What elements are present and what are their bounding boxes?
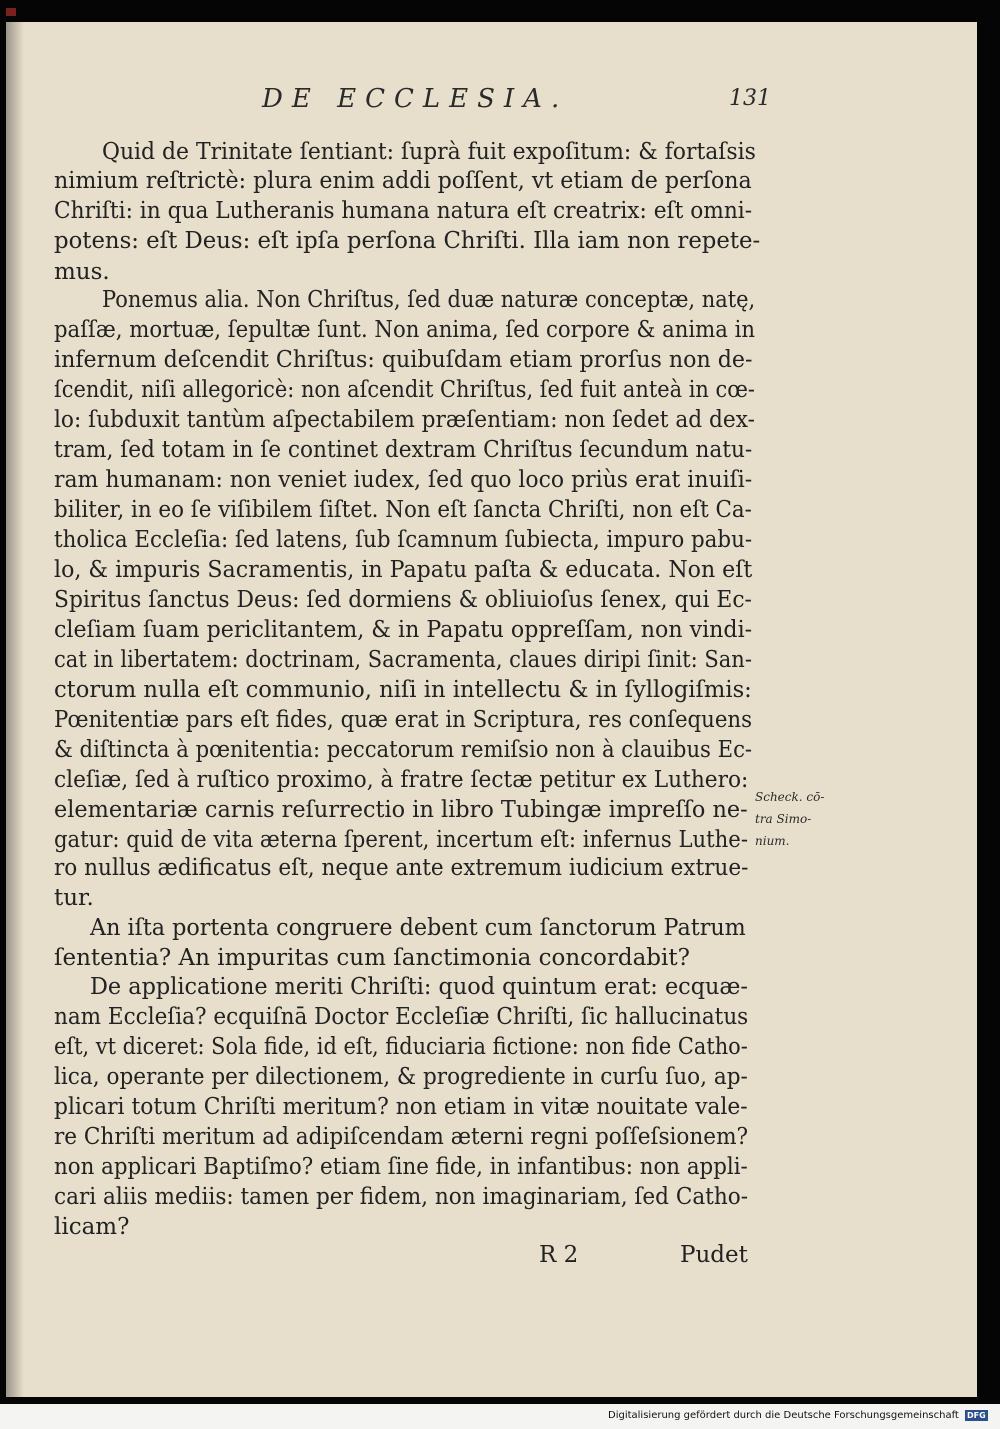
text-line: tholica Eccleſia: ſed latens, ſub ſcamnum ſubiecta, impuro pabu-: [54, 527, 753, 553]
running-title: DE ECCLESIA.: [262, 84, 569, 114]
text-line: tram, ſed totam in ſe continet dextram Chriſtus ſecundum natu-: [54, 437, 753, 463]
text-line: infernum deſcendit Chriſtus: quibuſdam etiam prorſus non de-: [54, 347, 753, 373]
catchword: Pudet: [680, 1242, 748, 1268]
text-line: cleſiæ, ſed à ruſtico proximo, à fratre ſectæ petitur ex Luthero:: [54, 767, 749, 793]
text-line: paſſæ, mortuæ, ſepultæ ſunt. Non anima, ſed corpore & anima in: [54, 317, 755, 343]
text-line: lo, & impuris Sacramentis, in Papatu paſta & educata. Non eſt: [54, 557, 753, 583]
text-line: nimium reſtrictè: plura enim addi poſſent, vt etiam de perſona: [54, 168, 752, 194]
dfg-logo: DFG: [967, 1411, 986, 1420]
margin-note-line: nium.: [755, 834, 790, 848]
text-line: ctorum nulla eſt communio, niſi in intellectu & in ſyllogiſmis:: [54, 677, 752, 703]
text-line: An iſta portenta congruere debent cum ſanctorum Patrum: [90, 915, 746, 941]
text-line: lica, operante per dilectionem, & progrediente in curſu ſuo, ap-: [54, 1064, 748, 1090]
digitization-credit: Digitalisierung gefördert durch die Deutsche Forschungsgemeinschaft: [608, 1410, 959, 1421]
text-line: Pœnitentiæ pars eſt fides, quæ erat in Scriptura, res conſequens: [54, 707, 753, 733]
text-line: cat in libertatem: doctrinam, Sacramenta, claues diripi ſinit: San-: [54, 647, 752, 673]
text-line: non applicari Baptiſmo? etiam ſine fide, in infantibus: non appli-: [54, 1154, 748, 1180]
page-number: 131: [729, 86, 771, 111]
text-line: Quid de Trinitate ſentiant: ſuprà fuit expoſitum: & fortaſsis: [102, 139, 756, 165]
text-line: Ponemus alia. Non Chriſtus, ſed duæ naturæ conceptæ, natę,: [102, 287, 756, 313]
text-line: licam?: [54, 1214, 130, 1240]
text-line: mus.: [54, 259, 110, 285]
text-line: tur.: [54, 885, 94, 911]
text-line: Chriſti: in qua Lutheranis humana natura eſt creatrix: eſt omni-: [54, 198, 753, 224]
text-line: Spiritus ſanctus Deus: ſed dormiens & obliuioſus ſenex, qui Ec-: [54, 587, 752, 613]
signature-mark: R 2: [539, 1242, 579, 1268]
corner-mark: [6, 8, 16, 16]
margin-note-line: Scheck. cō-: [755, 790, 825, 804]
text-line: re Chriſti meritum ad adipiſcendam æterni regni poſſeſsionem?: [54, 1124, 749, 1150]
text-line: elementariæ carnis reſurrectio in libro Tubingæ impreſſo ne-: [54, 797, 748, 823]
text-line: cleſiam ſuam periclitantem, & in Papatu oppreſſam, non vindi-: [54, 617, 753, 643]
text-line: ſcendit, niſi allegoricè: non aſcendit Chriſtus, ſed fuit anteà in cœ-: [54, 377, 755, 403]
text-line: ram humanam: non veniet iudex, ſed quo loco priùs erat inuiſi-: [54, 467, 753, 493]
text-line: & diſtincta à pœnitentia: peccatorum remiſsio non à clauibus Ec-: [54, 737, 753, 763]
text-line: ſententia? An impuritas cum ſanctimonia concordabit?: [54, 945, 690, 971]
text-line: lo: ſubduxit tantùm aſpectabilem præſentiam: non ſedet ad dex-: [54, 407, 755, 433]
text-line: plicari totum Chriſti meritum? non etiam in vitæ nouitate vale-: [54, 1094, 748, 1120]
margin-note-line: tra Simo-: [755, 812, 812, 826]
text-line: biliter, in eo ſe viſibilem ſiſtet. Non eſt ſancta Chriſti, non eſt Ca-: [54, 497, 752, 523]
text-line: cari aliis mediis: tamen per fidem, non imaginariam, ſed Catho-: [54, 1184, 749, 1210]
text-line: nam Eccleſia? ecquiſnā Doctor Eccleſiæ Chriſti, ſic hallucinatus: [54, 1004, 749, 1030]
text-line: potens: eſt Deus: eſt ipſa perſona Chriſti. Illa iam non repete-: [54, 228, 761, 254]
page-gutter: [6, 22, 24, 1397]
margin-note: [755, 786, 847, 852]
text-line: ro nullus ædificatus eſt, neque ante extremum iudicium extrue-: [54, 855, 749, 881]
text-line: De applicatione meriti Chriſti: quod quintum erat: ecquæ-: [90, 974, 748, 1000]
text-line: eſt, vt diceret: Sola fide, id eſt, fiduciaria fictione: non fide Catho-: [54, 1034, 748, 1060]
text-line: gatur: quid de vita æterna ſperent, incertum eſt: infernus Luthe-: [54, 827, 748, 853]
